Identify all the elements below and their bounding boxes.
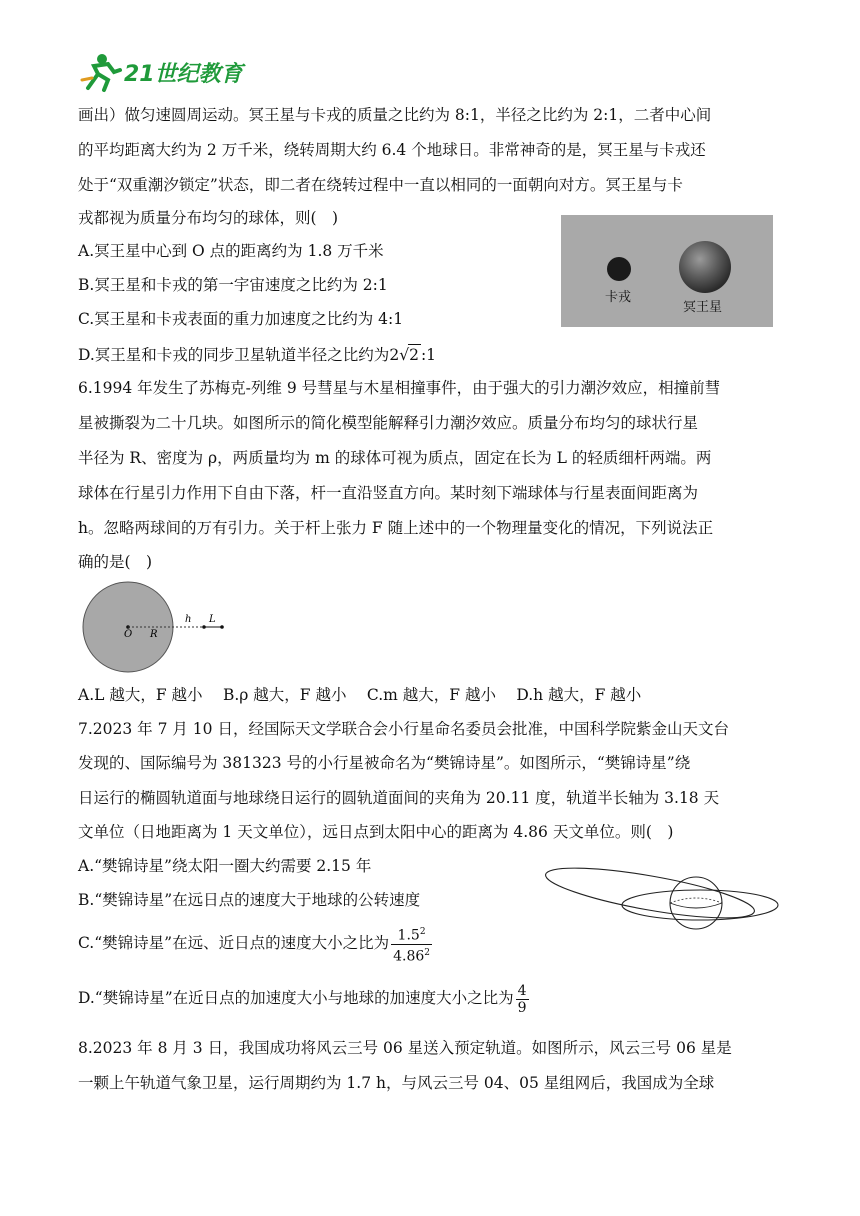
- q7-line-1: 7.2023 年 7 月 10 日，经国际天文学联合会小行星命名委员会批准，中国科学院紫金山天文台: [78, 720, 729, 738]
- q5-option-d-radicand: 2: [409, 346, 419, 364]
- orbit-figure: [540, 855, 785, 935]
- pluto-disc: [679, 241, 731, 293]
- q5-option-b: B.冥王星和卡戎的第一宇宙速度之比约为 2:1: [78, 276, 388, 294]
- label-r: R: [150, 629, 158, 640]
- q6-line-6: 确的是( ): [78, 553, 153, 571]
- lower-ball: [202, 625, 206, 629]
- q7-option-d-numerator: 4: [517, 982, 527, 999]
- q5-option-d: D.冥王星和卡戎的同步卫星轨道半径之比约为2√2 :1: [78, 346, 437, 364]
- q5-line-1: 画出）做匀速圆周运动。冥王星与卡戎的质量之比约为 8:1，半径之比约为 2:1，二者中心间: [78, 106, 712, 124]
- q7-option-c-text: C.“樊锦诗星”在远、近日点的速度大小之比为: [78, 934, 390, 953]
- q6-line-3: 半径为 R、密度为 ρ，两质量均为 m 的球体可视为质点，固定在长为 L 的轻质细杆两端。两: [78, 449, 712, 467]
- q5-line-4: 戎都视为质量分布均匀的球体，则( ): [78, 209, 339, 227]
- q7-line-4: 文单位（日地距离为 1 天文单位），远日点到太阳中心的距离为 4.86 天文单位。则( ): [78, 823, 674, 841]
- q5-option-d-text: D.冥王星和卡戎的同步卫星轨道半径之比约为: [78, 346, 390, 364]
- q7-option-d-fraction: [516, 983, 529, 1016]
- q7-option-c-fraction: [391, 924, 432, 964]
- q7-option-d-text: D.“樊锦诗星”在近日点的加速度大小与地球的加速度大小之比为: [78, 989, 514, 1007]
- upper-ball: [220, 625, 224, 629]
- q5-option-a: A.冥王星中心到 O 点的距离约为 1.8 万千米: [78, 242, 384, 260]
- q5-option-d-coef: 2: [389, 346, 400, 364]
- q6-options: A.L 越大，F 越小 B.ρ 越大，F 越小 C.m 越大，F 越小 D.h 越大，F 越小: [78, 686, 642, 704]
- 21st-century-education-logo: [80, 50, 260, 94]
- q7-option-c-den-exp: 2: [424, 947, 430, 958]
- q5-line-2: 的平均距离大约为 2 万千米，绕转周期大约 6.4 个地球日。非常神奇的是，冥王星与卡戎还: [78, 141, 706, 159]
- q5-option-d-ratio: :1: [420, 346, 437, 364]
- pluto-label: 冥王星: [683, 300, 723, 315]
- charon-label: 卡戎: [605, 290, 632, 305]
- q6-line-2: 星被撕裂为二十几块。如图所示的简化模型能解释引力潮汐效应。质量分布均匀的球状行星: [78, 414, 699, 432]
- planet-rod-figure: [80, 580, 240, 676]
- q7-line-3: 日运行的椭圆轨道面与地球绕日运行的圆轨道面间的夹角为 20.11 度，轨道半长轴为 3.18 天: [78, 789, 720, 807]
- q5-line-3: 处于“双重潮汐锁定”状态，即二者在绕转过程中一直以相同的一面朝向对方。冥王星与卡: [78, 176, 683, 194]
- q7-option-b: B.“樊锦诗星”在远日点的速度大于地球的公转速度: [78, 891, 421, 909]
- sun-equator-dashed: [670, 898, 722, 903]
- running-figure-icon: [82, 54, 120, 90]
- q7-option-c-numerator: 1.5: [397, 927, 420, 944]
- q7-option-a: A.“樊锦诗星”绕太阳一圈大约需要 2.15 年: [78, 857, 372, 875]
- q7-line-2: 发现的、国际编号为 381323 号的小行星被命名为“樊锦诗星”。如图所示，“樊锦诗星”绕: [78, 754, 691, 772]
- label-o: O: [124, 629, 133, 640]
- q7-option-c-denominator: 4.86: [393, 948, 425, 965]
- q8-line-1: 8.2023 年 8 月 3 日，我国成功将风云三号 06 星送入预定轨道。如图所示，风云三号 06 星是: [78, 1039, 732, 1057]
- logo-text: 21世纪教育: [124, 62, 243, 87]
- q8-line-2: 一颗上午轨道气象卫星，运行周期约为 1.7 h，与风云三号 04、05 星组网后，我国成为全球: [78, 1074, 715, 1092]
- q6-line-5: h。忽略两球间的万有引力。关于杆上张力 F 随上述中的一个物理量变化的情况，下列说法正: [78, 519, 714, 537]
- q6-line-4: 球体在行星引力作用下自由下落，杆一直沿竖直方向。某时刻下端球体与行星表面间距离为: [78, 484, 699, 502]
- q7-option-d: [78, 980, 529, 1016]
- q7-option-c-num-exp: 2: [419, 927, 426, 937]
- q6-line-1: 6.1994 年发生了苏梅克-列维 9 号彗星与木星相撞事件，由于强大的引力潮汐效应，相撞前彗: [78, 379, 721, 397]
- pluto-charon-photo: [561, 215, 773, 327]
- q7-option-d-denominator: 9: [517, 999, 527, 1016]
- charon-disc: [607, 257, 631, 281]
- q5-option-c: C.冥王星和卡戎表面的重力加速度之比约为 4:1: [78, 310, 404, 328]
- earth-circular-orbit: [622, 890, 778, 920]
- label-h: h: [185, 614, 192, 625]
- q7-option-c: [78, 924, 432, 964]
- label-l: L: [209, 614, 216, 625]
